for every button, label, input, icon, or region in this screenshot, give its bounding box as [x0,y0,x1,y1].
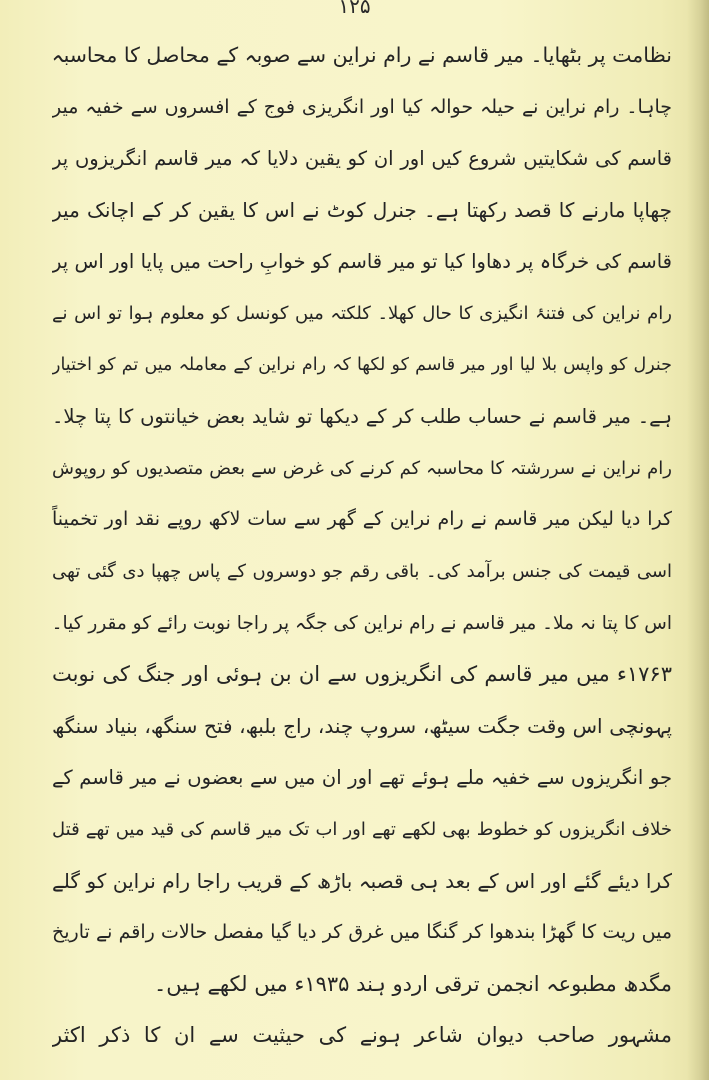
text-line: نظامت پر بٹھایا۔ میر قاسم نے رام نراین سے صوبہ کے محاصل کا محاسبہ [52,43,672,67]
text-line: قاسم کی خرگاہ پر دھاوا کیا تو میر قاسم کو خوابِ راحت میں پایا اور اس پر [52,250,672,274]
page-edge-shadow [687,0,709,1080]
text-line: کرا دیا لیکن میر قاسم نے رام نراین کے گھر سے سات لاکھ روپے نقد اور تخمیناً [52,508,672,531]
text-line: رام نراین نے سررشتہ کا محاسبہ کم کرنے کی غرض سے بعض متصدیوں کو روپوش [52,457,672,479]
text-line: ہے۔ میر قاسم نے حساب طلب کر کے دیکھا تو شاید بعض خیانتوں کا پتا چلا۔ [52,405,672,429]
text-line: پہونچی اس وقت جگت سیٹھ، سروپ چند، راج بلبھ، فتح سنگھ، بنیاد سنگھ [52,713,672,738]
text-line: رام نراین کی فتنۂ انگیزی کا حال کھلا۔ کلکتہ میں کونسل کو معلوم ہوا تو اس نے [52,302,672,324]
text-line: جو انگریزوں سے خفیہ ملے ہوئے تھے اور ان میں سے بعضوں نے میر قاسم کے [52,766,672,790]
text-line: جنرل کو واپس بلا لیا اور میر قاسم کو لکھا کہ رام نراین کے معاملہ میں تم کو اختیار [52,354,672,375]
text-line: مشہور صاحب دیوان شاعر ہونے کی حیثیت سے ان کا ذکر اکثر [52,1023,672,1048]
text-line: اسی قیمت کی جنس برآمد کی۔ باقی رقم جو دوسروں کے پاس چھپا دی گئی تھی [52,560,672,582]
text-line: چھاپا مارنے کا قصد رکھتا ہے۔ جنرل کوٹ نے اس کا یقین کر کے اچانک میر [52,197,672,222]
body-text [52,30,672,1062]
text-line: کرا دیئے گئے اور اس کے بعد ہی قصبہ باڑھ کے قریب راجا رام نراین کو گلے [52,868,672,893]
text-line: اس کا پتا نہ ملا۔ میر قاسم نے رام نراین کی جگہ پر راجا نوبت رائے کو مقرر کیا۔ [52,612,672,634]
text-line: مگدھ مطبوعہ انجمن ترقی اردو ہند ۱۹۳۵ء میں لکھے ہیں۔ [153,971,672,996]
text-line: خلاف انگریزوں کو خطوط بھی لکھے تھے اور اب تک میر قاسم کی قید میں تھے قتل [52,818,672,840]
text-line: ۱۷۶۳ء میں میر قاسم کی انگریزوں سے ان بن ہوئی اور جنگ کی نوبت [52,662,672,687]
text-line: چاہا۔ رام نراین نے حیلہ حوالہ کیا اور انگریزی فوج کے افسروں سے خفیہ میر [52,95,672,118]
text-line: قاسم کی شکایتیں شروع کیں اور ان کو یقین دلایا کہ میر قاسم انگریزوں پر [52,147,672,171]
page-number: ۱۲۵ [338,0,371,18]
text-line: میں ریت کا گھڑا بندھوا کر گنگا میں غرق کر دیا گیا مفصل حالات راقم نے تاریخ [52,921,672,944]
